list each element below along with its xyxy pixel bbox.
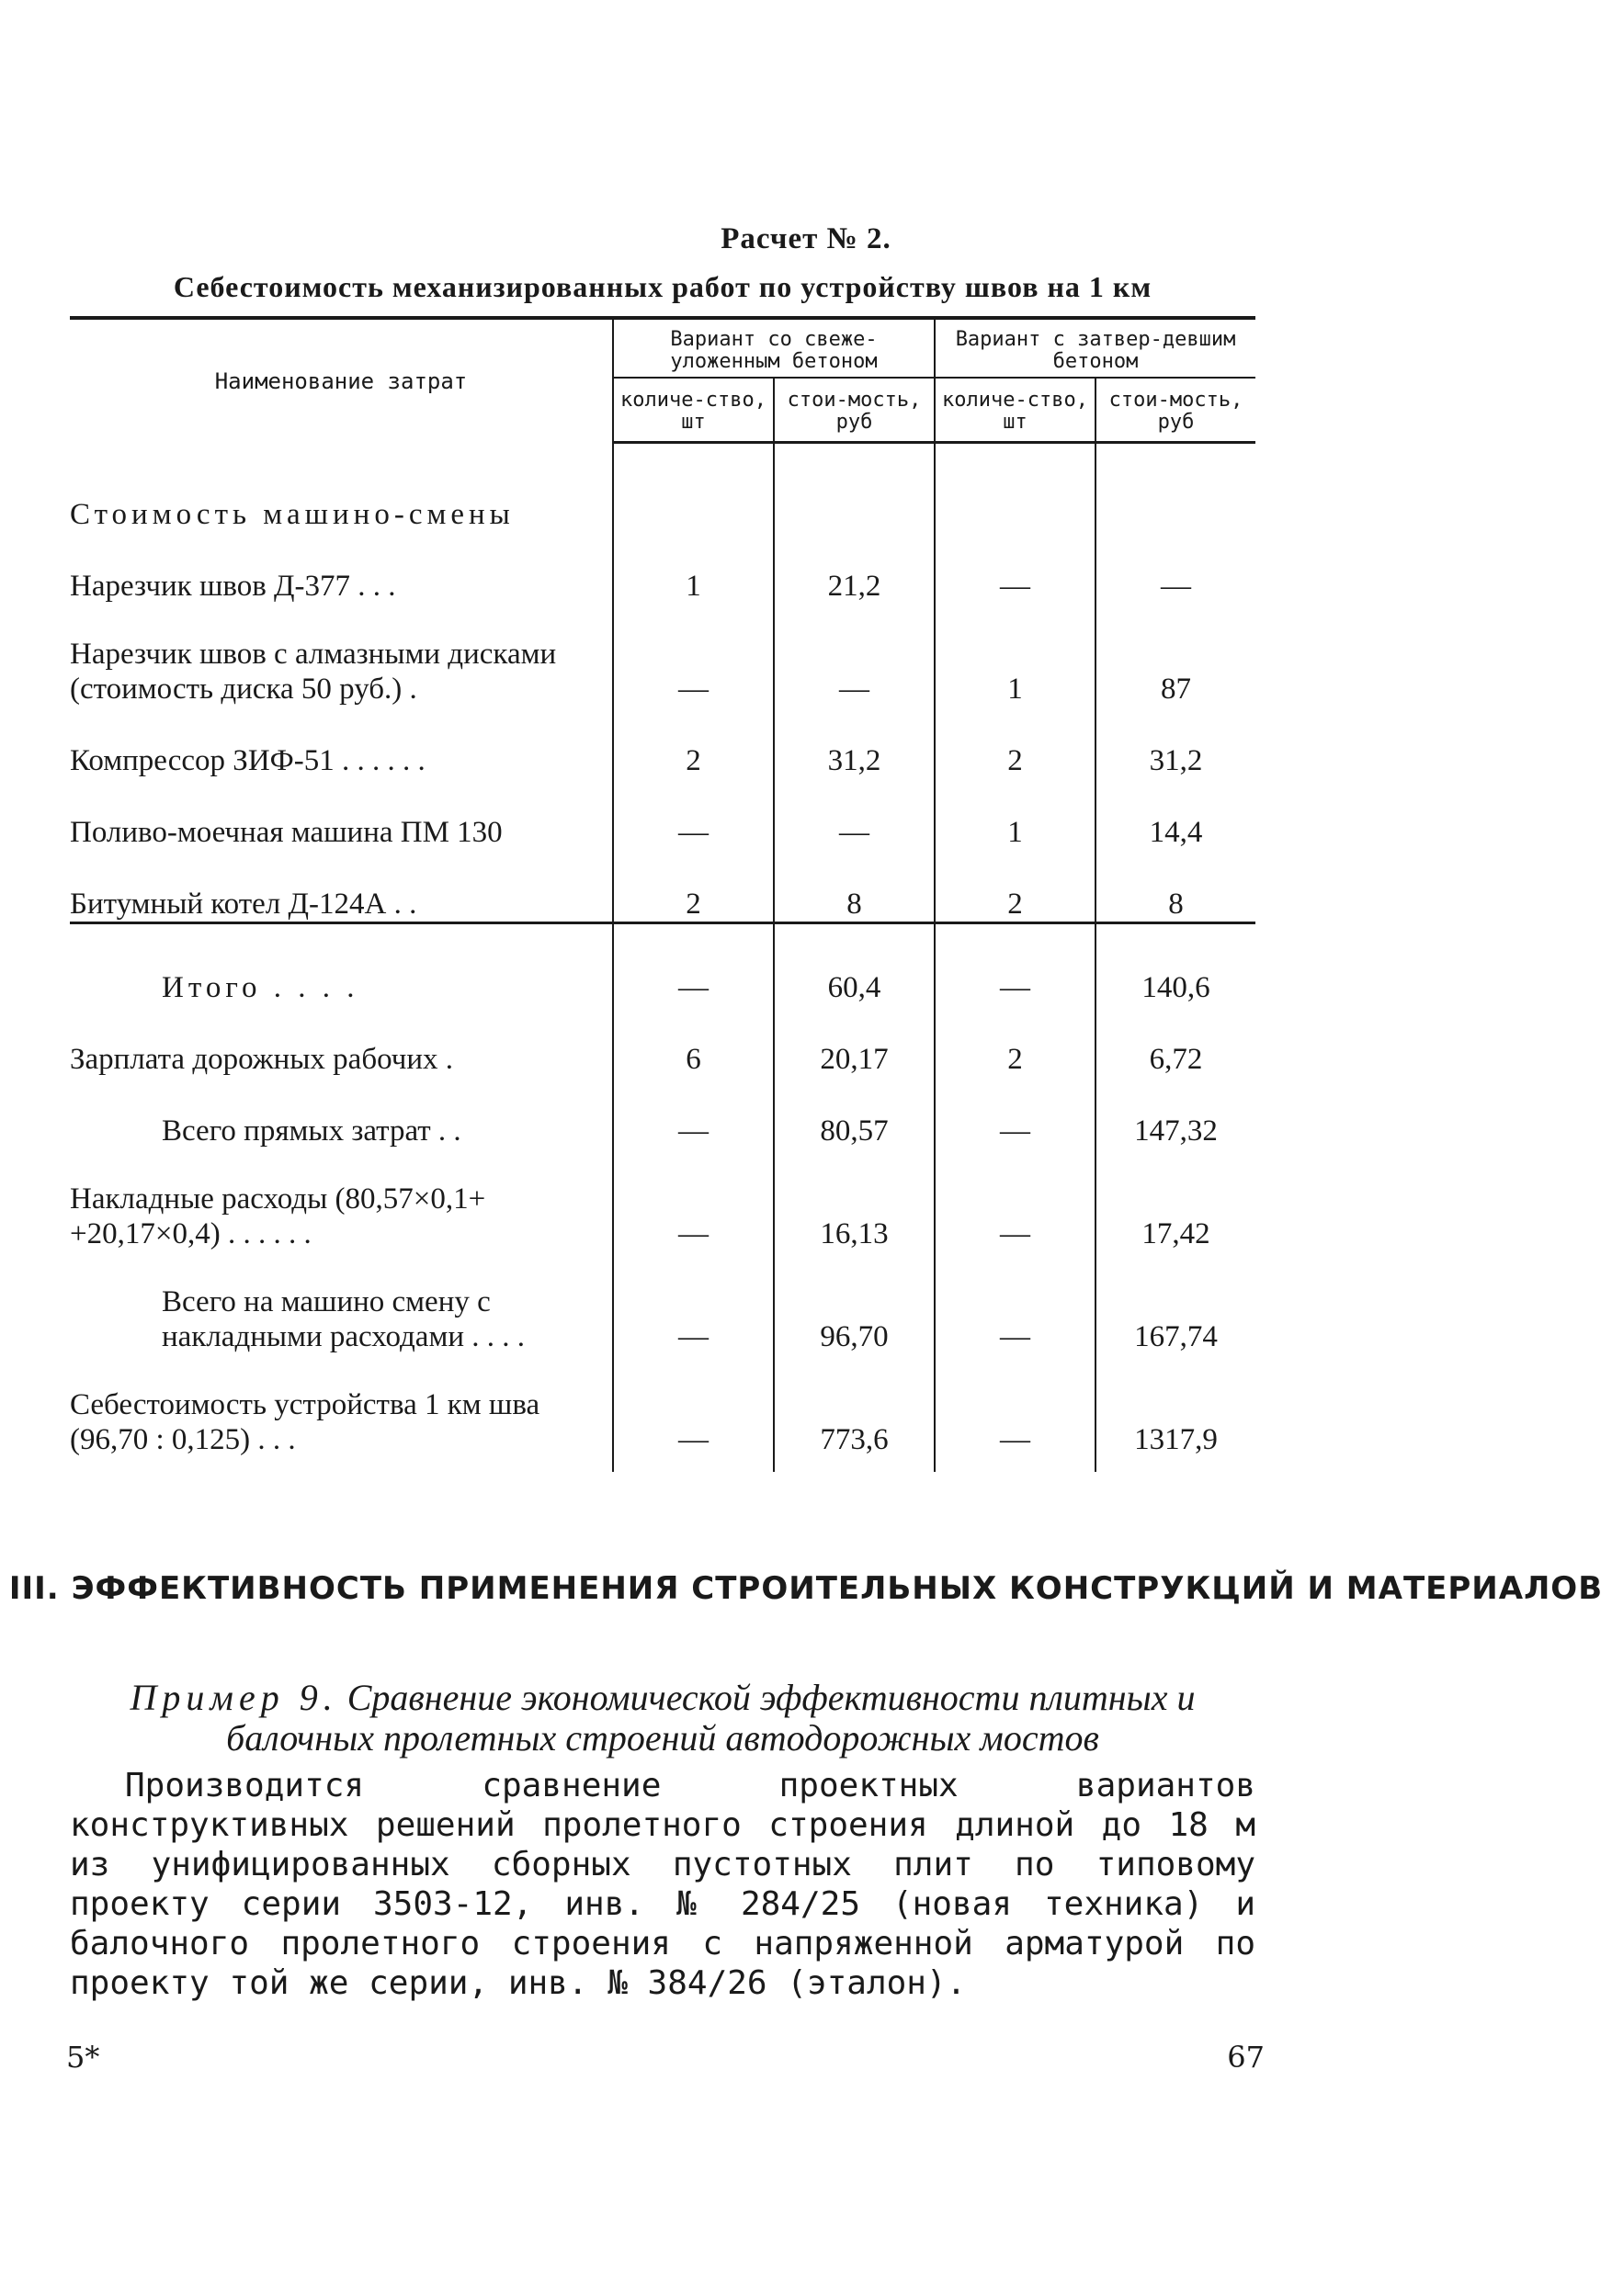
- qty-hard: —: [935, 1148, 1095, 1251]
- qty-hard: 2: [935, 707, 1095, 778]
- calculation-subtitle: Себестоимость механизированных работ по устройству швов на 1 км: [173, 270, 1152, 303]
- qty-hard: 1: [935, 778, 1095, 850]
- cost-hard: 31,2: [1095, 707, 1255, 778]
- header-cost-hard: стои-мость, руб: [1095, 378, 1255, 443]
- cost-hard: 87: [1095, 604, 1255, 707]
- row-name: Компрессор ЗИФ-51 . . . . . .: [70, 744, 426, 777]
- cost-hard: 167,74: [1095, 1251, 1255, 1354]
- cost-fresh: —: [774, 604, 935, 707]
- table-row: [70, 850, 1255, 923]
- cost-fresh: 60,4: [774, 923, 935, 1006]
- cost-hard: —: [1095, 532, 1255, 604]
- row-name: Стоимость машино-смены: [70, 498, 515, 531]
- table-row: [70, 443, 1255, 533]
- qty-hard: —: [935, 1251, 1095, 1354]
- qty-hard: 2: [935, 850, 1095, 923]
- cost-fresh: 20,17: [774, 1005, 935, 1077]
- calculation-title: Расчет № 2.: [721, 222, 891, 255]
- qty-hard: 2: [935, 1005, 1095, 1077]
- qty-hard: —: [935, 923, 1095, 1006]
- qty-fresh: —: [613, 923, 774, 1006]
- qty-hard: 1: [935, 604, 1095, 707]
- cost-fresh: 8: [774, 850, 935, 923]
- qty-fresh: [613, 443, 774, 533]
- cost-fresh: 21,2: [774, 532, 935, 604]
- table-row: [70, 532, 1255, 604]
- table-row: [70, 1251, 1255, 1354]
- row-name: Поливо-моечная машина ПМ 130: [70, 816, 503, 849]
- section-heading: III. ЭФФЕКТИВНОСТЬ ПРИМЕНЕНИЯ СТРОИТЕЛЬНЫХ КОНСТРУКЦИЙ И МАТЕРИАЛОВ: [8, 1570, 1604, 1607]
- qty-hard: —: [935, 1077, 1095, 1148]
- cost-hard: 1317,9: [1095, 1354, 1255, 1472]
- table-row: [70, 707, 1255, 778]
- qty-fresh: —: [613, 1148, 774, 1251]
- header-variant-fresh: Вариант со свеже-уложенным бетоном: [613, 318, 935, 378]
- body-paragraph: [70, 1766, 1255, 2003]
- example-lead: Пример 9.: [130, 1677, 338, 1718]
- table-row: [70, 604, 1255, 707]
- table-row: [70, 1148, 1255, 1251]
- cost-hard: 147,32: [1095, 1077, 1255, 1148]
- cost-fresh: 96,70: [774, 1251, 935, 1354]
- qty-fresh: —: [613, 1077, 774, 1148]
- cost-hard: 8: [1095, 850, 1255, 923]
- row-name: Себестоимость устройства 1 км шва (96,70 : 0,125) . . .: [70, 1388, 540, 1456]
- cost-table: [70, 316, 1255, 1472]
- header-cost-fresh: стои-мость, руб: [774, 378, 935, 443]
- header-qty-hard: количе-ство, шт: [935, 378, 1095, 443]
- header-name: Наименование затрат: [70, 318, 613, 443]
- row-name: Всего прямых затрат . .: [162, 1114, 461, 1148]
- row-name: Зарплата дорожных рабочих .: [70, 1043, 454, 1076]
- cost-hard: 14,4: [1095, 778, 1255, 850]
- row-name: Накладные расходы (80,57×0,1+ +20,17×0,4) . . . . . .: [70, 1182, 486, 1250]
- cost-fresh: 773,6: [774, 1354, 935, 1472]
- table-row: [70, 923, 1255, 1006]
- cost-fresh: 80,57: [774, 1077, 935, 1148]
- example-title: [70, 1678, 1255, 1759]
- signature-mark: 5*: [66, 2040, 100, 2075]
- qty-fresh: —: [613, 1354, 774, 1472]
- row-name: Итого . . . .: [70, 923, 613, 1006]
- table-row: [70, 1077, 1255, 1148]
- row-name: Нарезчик швов Д-377 . . .: [70, 570, 396, 603]
- table-row: [70, 778, 1255, 850]
- cost-fresh: 16,13: [774, 1148, 935, 1251]
- cost-hard: 6,72: [1095, 1005, 1255, 1077]
- qty-fresh: —: [613, 778, 774, 850]
- header-qty-fresh: количе-ство, шт: [613, 378, 774, 443]
- qty-hard: —: [935, 532, 1095, 604]
- row-name: Всего на машино смену с накладными расходами . . . .: [162, 1285, 526, 1353]
- qty-hard: —: [935, 1354, 1095, 1472]
- cost-hard: 140,6: [1095, 923, 1255, 1006]
- qty-fresh: 2: [613, 707, 774, 778]
- qty-fresh: 2: [613, 850, 774, 923]
- qty-fresh: —: [613, 1251, 774, 1354]
- qty-hard: [935, 443, 1095, 533]
- table-header-row: [70, 318, 1255, 378]
- cost-fresh: 31,2: [774, 707, 935, 778]
- table-row: [70, 1005, 1255, 1077]
- qty-fresh: 6: [613, 1005, 774, 1077]
- header-variant-hard: Вариант с затвер-девшим бетоном: [935, 318, 1255, 378]
- cost-hard: [1095, 443, 1255, 533]
- qty-fresh: 1: [613, 532, 774, 604]
- table-row: [70, 1354, 1255, 1472]
- cost-hard: 17,42: [1095, 1148, 1255, 1251]
- qty-fresh: —: [613, 604, 774, 707]
- page-number: 67: [1227, 2040, 1265, 2075]
- row-name: Битумный котел Д-124А . .: [70, 888, 417, 921]
- cost-fresh: —: [774, 778, 935, 850]
- cost-fresh: [774, 443, 935, 533]
- row-name: Нарезчик швов с алмазными дисками (стоимость диска 50 руб.) .: [70, 638, 557, 706]
- body-paragraph-text: Производится сравнение проектных вариантов конструктивных решений пролетного строения длиной до 18 м из унифицированных сборных пустотных плит по типовому проекту серии 3503-12, инв. № 284/25 (новая техника) и балочного пролетного строения с напряженной арматурой по проекту той же серии, инв. № 384/26 (эталон).: [70, 1767, 1255, 2002]
- example-title-text: Сравнение экономической эффективности плитных и балочных пролетных строений автодорожных мостов: [226, 1677, 1196, 1759]
